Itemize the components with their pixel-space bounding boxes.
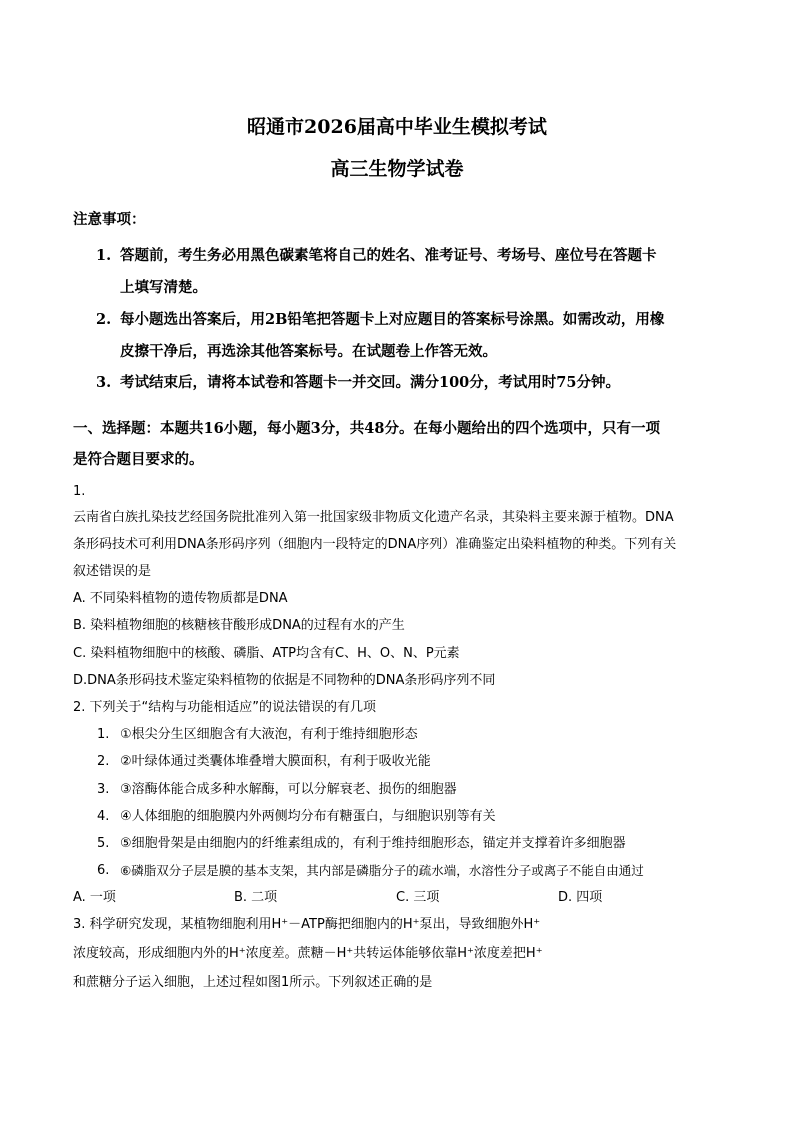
notice-item-number: 3. xyxy=(96,374,112,391)
question-stem: 叙述错误的是 xyxy=(73,564,152,579)
notice-item-text: 答题前，考生务必用黑色碳素笔将自己的姓名、准考证号、考场号、座位号在答题卡 xyxy=(120,247,657,264)
answer-option-d: D. 四项 xyxy=(558,890,603,905)
answer-option: C. 染料植物细胞中的核酸、磷脂、ATP均含有C、H、O、N、P元素 xyxy=(73,646,460,661)
answer-option-b: B. 二项 xyxy=(234,890,278,905)
section-heading-cont: 是符合题目要求的。 xyxy=(73,451,204,468)
notice-item-number: 1. xyxy=(96,247,112,264)
list-item: ⑤细胞骨架是由细胞内的纤维素组成的，有利于维持细胞形态，锚定并支撑着许多细胞器 xyxy=(120,836,626,851)
answer-option-a: A. 一项 xyxy=(73,890,116,905)
list-item-number: 4. xyxy=(97,809,110,824)
list-item-number: 6. xyxy=(97,863,110,878)
answer-option: A. 不同染料植物的遗传物质都是DNA xyxy=(73,591,288,606)
notice-heading: 注意事项： xyxy=(73,211,146,228)
list-item-number: 2. xyxy=(97,754,110,769)
question-stem: 2. 下列关于“结构与功能相适应”的说法错误的有几项 xyxy=(73,700,377,715)
notice-item-text: 每小题选出答案后，用2B铅笔把答题卡上对应题目的答案标号涂黑。如需改动，用橡 xyxy=(120,311,665,328)
list-item: ④人体细胞的细胞膜内外两侧均分布有糖蛋白，与细胞识别等有关 xyxy=(120,809,496,824)
list-item: ②叶绿体通过类囊体堆叠增大膜面积，有利于吸收光能 xyxy=(120,754,431,769)
list-item-number: 5. xyxy=(97,836,110,851)
list-item: ⑥磷脂双分子层是膜的基本支架，其内部是磷脂分子的疏水端，水溶性分子或离子不能自由通过 xyxy=(120,863,644,878)
list-item-number: 3. xyxy=(97,782,110,797)
question-stem: 浓度较高，形成细胞内外的H⁺浓度差。蔗糖－H⁺共转运体能够依靠H⁺浓度差把H⁺ xyxy=(73,946,543,961)
list-item-number: 1. xyxy=(97,727,110,742)
question-stem: 3. 科学研究发现，某植物细胞利用H⁺－ATP酶把细胞内的H⁺泵出，导致细胞外H⁺ xyxy=(73,917,541,932)
exam-title: 昭通市2026届高中毕业生模拟考试 xyxy=(247,116,547,138)
notice-item-number: 2. xyxy=(96,311,112,328)
notice-item-text: 考试结束后，请将本试卷和答题卡一并交回。满分100分，考试用时75分钟。 xyxy=(120,374,620,391)
answer-option: D.DNA条形码技术鉴定染料植物的依据是不同物种的DNA条形码序列不同 xyxy=(73,673,496,688)
notice-item-text-cont: 上填写清楚。 xyxy=(120,279,207,296)
answer-option-c: C. 三项 xyxy=(396,890,440,905)
section-heading: 一、选择题：本题共16小题，每小题3分，共48分。在每小题给出的四个选项中，只有一项 xyxy=(73,420,660,437)
answer-option: B. 染料植物细胞的核糖核苷酸形成DNA的过程有水的产生 xyxy=(73,618,405,633)
exam-subtitle: 高三生物学试卷 xyxy=(330,158,464,180)
notice-item-text-cont: 皮擦干净后，再选涂其他答案标号。在试题卷上作答无效。 xyxy=(120,343,497,360)
question-number: 1. xyxy=(73,484,86,499)
list-item: ③溶酶体能合成多种水解酶，可以分解衰老、损伤的细胞器 xyxy=(120,782,457,797)
question-stem: 云南省白族扎染技艺经国务院批准列入第一批国家级非物质文化遗产名录，其染料主要来源于植物。DNA xyxy=(73,510,674,525)
list-item: ①根尖分生区细胞含有大液泡，有利于维持细胞形态 xyxy=(120,727,418,742)
question-stem: 和蔗糖分子运入细胞，上述过程如图1所示。下列叙述正确的是 xyxy=(73,975,433,990)
question-stem: 条形码技术可利用DNA条形码序列（细胞内一段特定的DNA序列）准确鉴定出染料植物的种类。下列有关 xyxy=(73,537,677,552)
